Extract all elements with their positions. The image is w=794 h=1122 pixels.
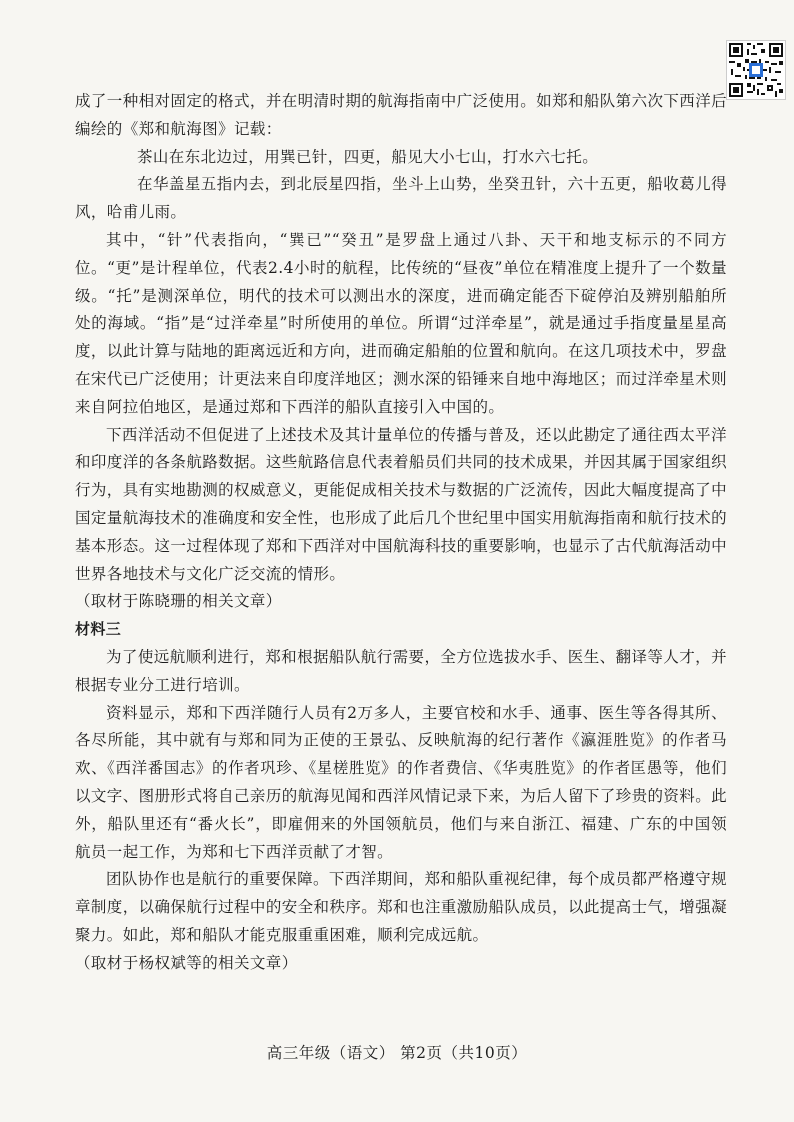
chart-quote-2: 在华盖星五指内去，到北辰星四指，坐斗上山势，坐癸丑针，六十五更，船收葛儿得风，哈甫儿雨。 xyxy=(75,175,727,222)
article-body xyxy=(75,88,727,978)
paragraph-talent-selection: 为了使远航顺利进行，郑和根据船队航行需要，全方位选拔水手、医生、翻译等人才，并根据专业分工进行培训。 xyxy=(75,647,727,694)
page-footer: 高三年级（语文） 第2页（共10页） xyxy=(266,1044,528,1062)
qr-code-icon xyxy=(726,40,786,100)
source-note-1: （取材于陈晓珊的相关文章） xyxy=(75,592,282,611)
section-title-material-3: 材料三 xyxy=(75,620,122,639)
chart-quote-1: 茶山在东北边过，用巽已针，四更，船见大小七山，打水六七托。 xyxy=(137,147,599,166)
source-note-2: （取材于杨权斌等的相关文章） xyxy=(75,953,298,972)
qr-code-graphic xyxy=(727,41,785,99)
paragraph-teamwork: 团队协作也是航行的重要保障。下西洋期间，郑和船队重视纪律，每个成员都严格遵守规章制度，以确保航行过程中的安全和秩序。郑和也注重激励船队成员，以此提高士气，增强凝聚力。如此，郑和船队才能克服重重困难，顺利完成远航。 xyxy=(75,870,727,944)
paragraph-voyage-impact: 下西洋活动不但促进了上述技术及其计量单位的传播与普及，还以此勘定了通往西太平洋和印度洋的各条航路数据。这些航路信息代表着船员们共同的技术成果，并因其属于国家组织行为，具有实地勘测的权威意义，更能促成相关技术与数据的广泛流传，因此大幅度提高了中国定量航海技术的准确度和安全性，也形成了此后几个世纪里中国实用航海指南和航行技术的基本形态。这一过程体现了郑和下西洋对中国航海科技的重要影响，也显示了古代航海活动中世界各地技术与文化广泛交流的情形。 xyxy=(75,425,727,583)
paragraph-technique-explanation: 其中，“针”代表指向，“巽已”“癸丑”是罗盘上通过八卦、天干和地支标示的不同方位。“更”是计程单位，代表2.4小时的航程，比传统的“昼夜”单位在精准度上提升了一个数量级。“托”是测深单位，明代的技术可以测出水的深度，进而确定能否下碇停泊及辨别船舶所处的海域。“指”是“过洋牵星”时所使用的单位。所谓“过洋牵星”，就是通过手指度量星星高度，以此计算与陆地的距离远近和方向，进而确定船舶的位置和航向。在这几项技术中，罗盘在宋代已广泛使用；计更法来自印度洋地区；测水深的铅锤来自地中海地区；而过洋牵星术则来自阿拉伯地区，是通过郑和下西洋的船队直接引入中国的。 xyxy=(75,230,727,416)
paragraph-crew-records: 资料显示，郑和下西洋随行人员有2万多人，主要官校和水手、通事、医生等各得其所、各尽所能，其中就有与郑和同为正使的王景弘、反映航海的纪行著作《瀛涯胜览》的作者马欢、《西洋番国志》的作者巩珍、《星槎胜览》的作者费信、《华夷胜览》的作者匡愚等，他们以文字、图册形式将自己亲历的航海见闻和西洋风情记录下来，为后人留下了珍贵的资料。此外，船队里还有“番火长”，即雇佣来的外国领航员，他们与来自浙江、福建、广东的中国领航员一起工作，为郑和七下西洋贡献了才智。 xyxy=(75,703,727,861)
paragraph-continuation: 成了一种相对固定的格式，并在明清时期的航海指南中广泛使用。如郑和船队第六次下西洋后编绘的《郑和航海图》记载： xyxy=(75,92,727,138)
